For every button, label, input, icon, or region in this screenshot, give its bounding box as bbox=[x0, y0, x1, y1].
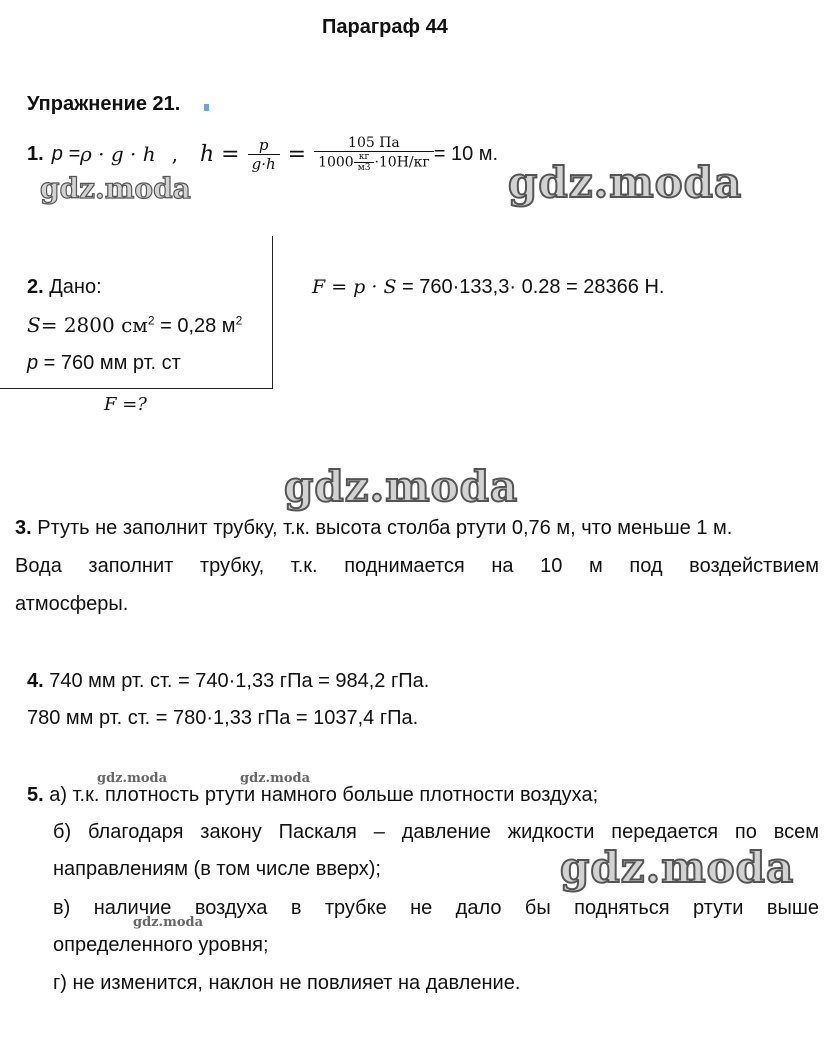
area-value-converted: = 0,28 м bbox=[154, 315, 236, 337]
area-exponent-1: 2 bbox=[147, 313, 155, 328]
task-5-number: 5. bbox=[27, 784, 44, 806]
watermark-logo: gdz.moda bbox=[240, 771, 311, 786]
watermark-logo: gdz.moda bbox=[560, 843, 795, 892]
task-3-line-2: Вода заполнит трубку, т.к. поднимается на 10 м под воздействием bbox=[15, 555, 819, 577]
task-2-given bbox=[27, 276, 102, 299]
task-3-line-3: атмосферы. bbox=[15, 593, 129, 615]
task-2-solution bbox=[312, 276, 664, 299]
task-5-line-b2: направлениям (в том числе вверх); bbox=[53, 858, 381, 880]
task-1 bbox=[27, 132, 498, 176]
task-2-number: 2. bbox=[27, 276, 44, 298]
watermark-logo: gdz.moda bbox=[133, 915, 204, 930]
pressure-variable: p bbox=[27, 352, 39, 374]
density-unit bbox=[354, 152, 375, 173]
task-3-number: 3. bbox=[15, 517, 32, 539]
watermark-logo: gdz.moda bbox=[40, 172, 191, 205]
task-5-line-b1: б) благодаря закону Паскаля – давление жидкости передается по всем bbox=[53, 821, 819, 843]
fraction-numerator: p bbox=[258, 135, 269, 154]
task-1-result: = 10 м. bbox=[433, 142, 499, 165]
watermark-logo: gdz.moda bbox=[284, 462, 519, 511]
fraction-numeric-numerator: 105 Па bbox=[348, 135, 400, 151]
task-4-line-2: 780 мм рт. ст. = 780·1,33 гПа = 1037,4 гПа. bbox=[27, 707, 419, 729]
exercise-title: Упражнение 21. bbox=[27, 93, 181, 115]
page-title: Параграф 44 bbox=[322, 16, 448, 38]
task-1-equals: = bbox=[287, 141, 307, 167]
given-divider-vertical bbox=[272, 236, 273, 389]
density-unit-num: кг bbox=[358, 152, 370, 162]
find-force: F =? bbox=[104, 394, 147, 415]
given-label: Дано: bbox=[49, 276, 102, 298]
task-5-line-d: г) не изменится, наклон не повлияет на давление. bbox=[53, 972, 521, 994]
watermark-logo: gdz.moda bbox=[508, 158, 743, 207]
task-5-line-c1: в) наличие воздуха в трубке не дало бы подняться ртути выше bbox=[53, 897, 819, 919]
task-1-formula: ρ · g · h bbox=[80, 142, 156, 166]
fraction-p-over-gh bbox=[248, 136, 280, 173]
fraction-numeric bbox=[314, 135, 434, 173]
task-4-line-1 bbox=[27, 670, 429, 693]
task-5-line-c2: определенного уровня; bbox=[53, 934, 269, 956]
area-value: = 2800 см bbox=[40, 313, 148, 337]
density-value: 1000 bbox=[318, 154, 354, 171]
task-3-line-1 bbox=[15, 517, 732, 540]
task-5-text-a: а) т.к. плотность ртути намного больше плотности воздуха; bbox=[43, 784, 599, 806]
task-1-h-lhs: h = bbox=[200, 141, 240, 167]
given-pressure bbox=[27, 352, 181, 375]
task-5-line-a bbox=[27, 784, 598, 807]
force-value: = 760·133,3· 0.28 = 28366 Н. bbox=[396, 276, 665, 298]
given-divider-horizontal bbox=[0, 388, 273, 389]
area-exponent-2: 2 bbox=[235, 313, 243, 328]
gravity-value: ·10Н/кг bbox=[374, 154, 430, 171]
task-1-separator: , bbox=[171, 142, 178, 166]
task-4-number: 4. bbox=[27, 670, 44, 692]
task-4-text-1: 740 мм рт. ст. = 740·1,33 гПа = 984,2 гПа. bbox=[43, 670, 430, 692]
area-variable: S bbox=[27, 313, 41, 337]
cursor-mark bbox=[204, 104, 209, 111]
watermark-logo: gdz.moda bbox=[97, 771, 168, 786]
task-3-text-1: Ртуть не заполнит трубку, т.к. высота столба ртути 0,76 м, что меньше 1 м. bbox=[31, 517, 733, 539]
pressure-value: = 760 мм рт. ст bbox=[38, 352, 181, 374]
density-unit-den: м3 bbox=[354, 162, 375, 173]
given-area bbox=[27, 313, 242, 338]
fraction-denominator: g·h bbox=[248, 154, 280, 173]
force-formula: F = p · S bbox=[312, 276, 397, 298]
task-1-lhs: p = bbox=[51, 142, 81, 165]
task-1-number: 1. bbox=[27, 142, 44, 165]
fraction-numeric-denominator bbox=[314, 151, 434, 173]
